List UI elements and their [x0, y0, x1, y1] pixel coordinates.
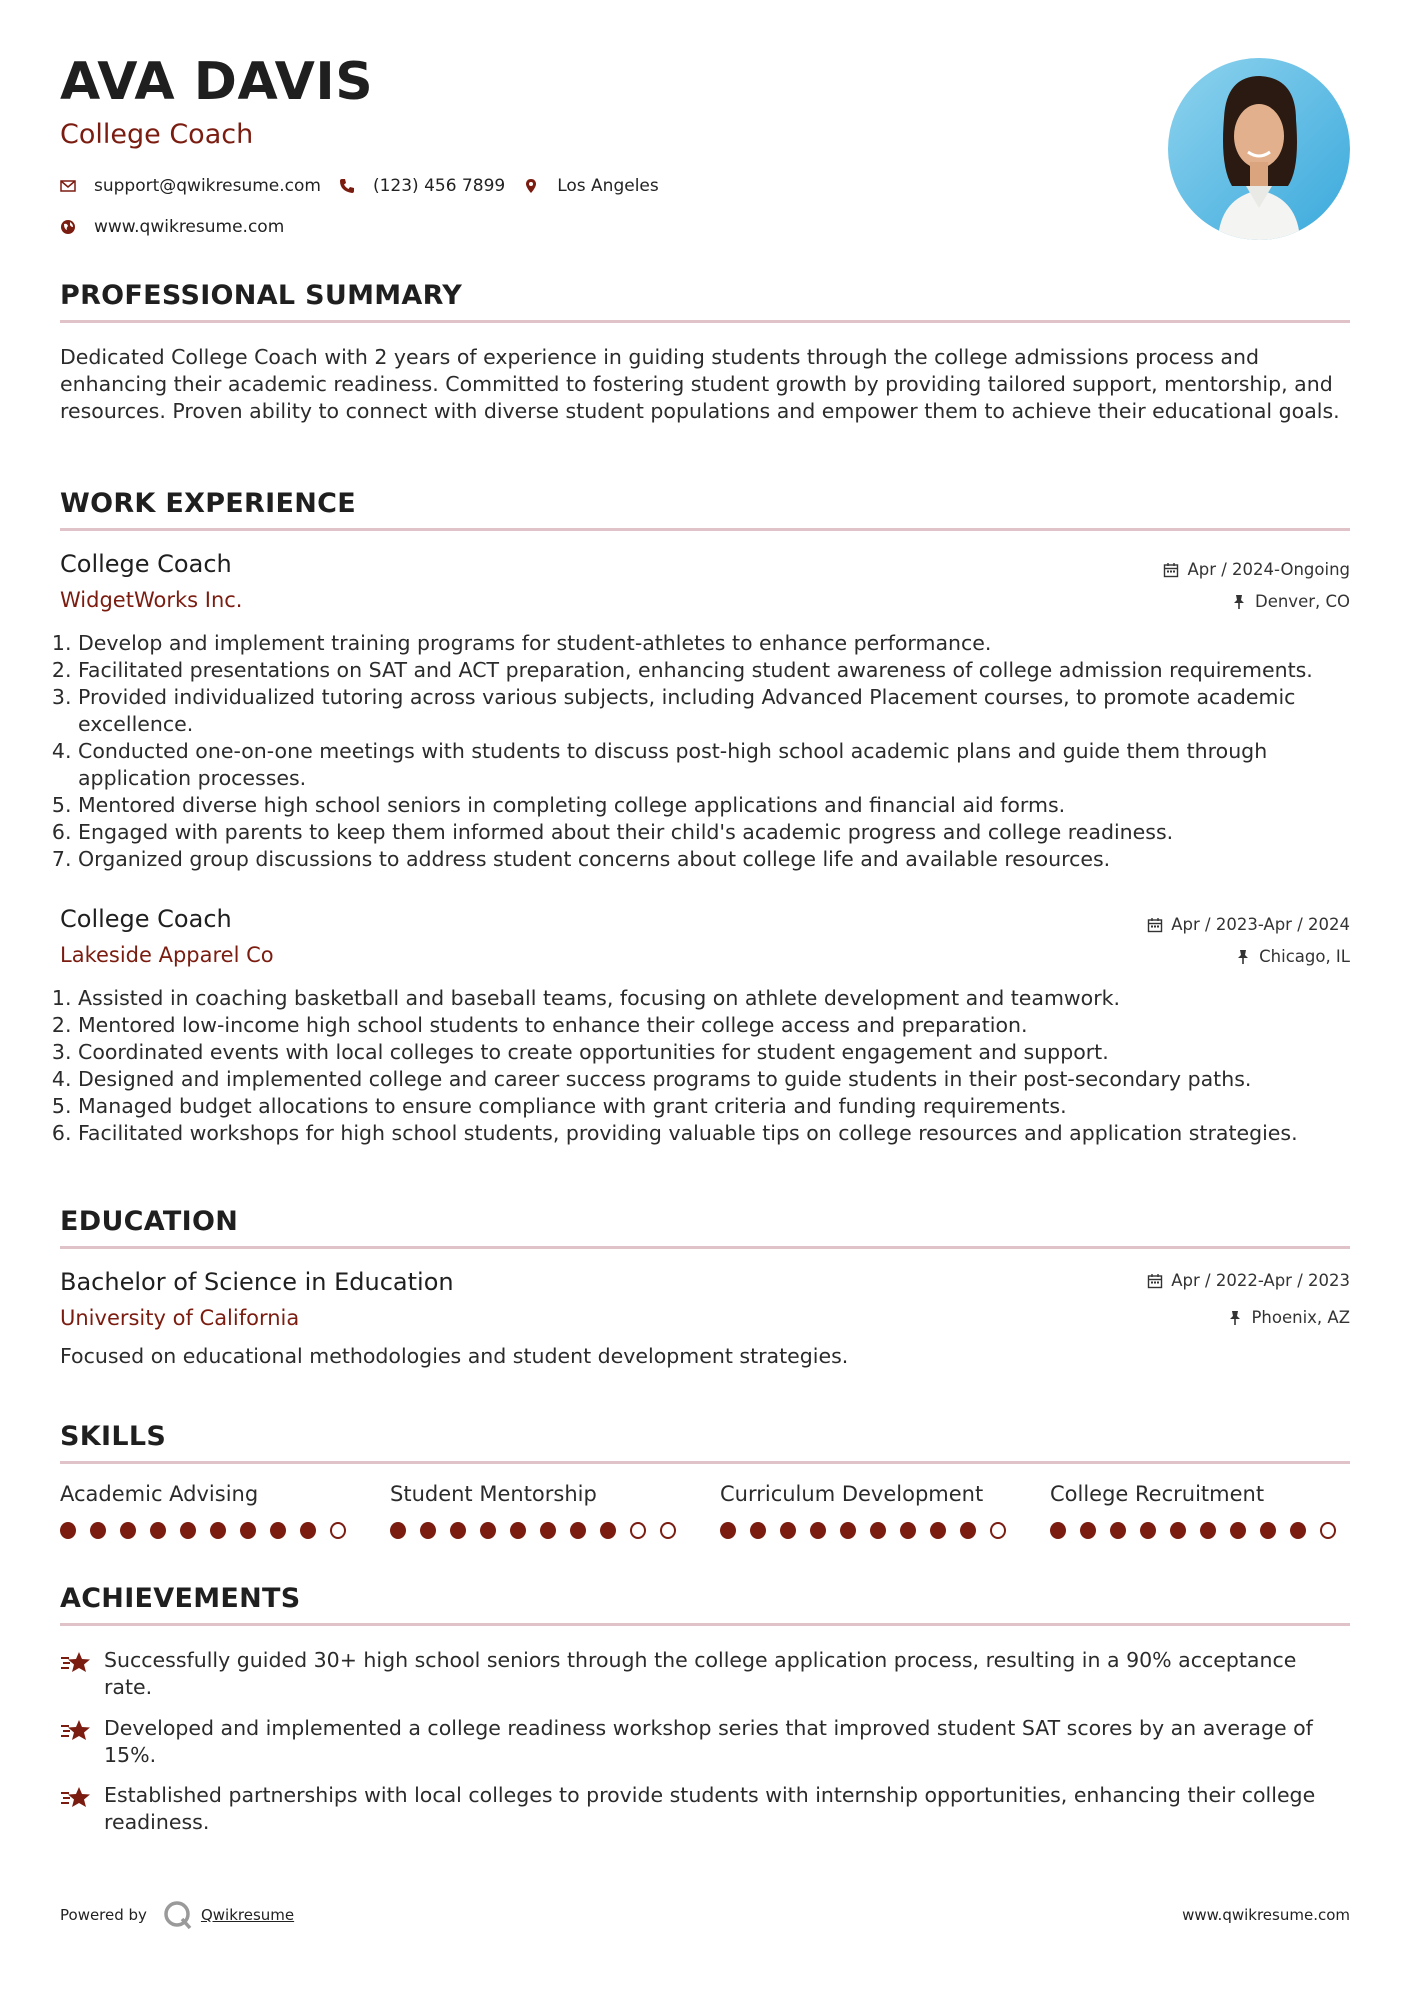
summary-heading: PROFESSIONAL SUMMARY	[60, 280, 463, 311]
globe-icon	[60, 219, 76, 235]
footer-powered-by	[60, 1898, 294, 1932]
rating-dot-empty	[660, 1522, 676, 1539]
rating-dot-filled	[840, 1522, 856, 1539]
job-2-title: College Coach	[60, 905, 232, 933]
rating-dot-filled	[210, 1522, 226, 1539]
achievement-item	[60, 1647, 1350, 1701]
list-item: 6. Engaged with parents to keep them informed about their child's academic progress and college readiness.	[78, 819, 1368, 846]
rating-dot-filled	[90, 1522, 106, 1539]
list-item: 5. Managed budget allocations to ensure compliance with grant criteria and funding requirements.	[78, 1093, 1368, 1120]
education-dates-text: Apr / 2022-Apr / 2023	[1171, 1271, 1350, 1290]
rating-dot-empty	[630, 1522, 646, 1539]
rating-dot-filled	[1230, 1522, 1246, 1539]
rating-dot-filled	[240, 1522, 256, 1539]
calendar-icon	[1163, 562, 1179, 578]
job-2-bullets	[60, 985, 1368, 1147]
rating-dot-filled	[1050, 1522, 1066, 1539]
education-heading: EDUCATION	[60, 1206, 239, 1237]
list-item: 3. Provided individualized tutoring across various subjects, including Advanced Placement courses, to promote academic excellence.	[78, 684, 1368, 738]
rating-dot-filled	[1080, 1522, 1096, 1539]
skill-name: Student Mentorship	[390, 1482, 597, 1506]
website-row	[60, 217, 302, 237]
phone-item[interactable]	[339, 176, 505, 196]
skill-rating	[390, 1522, 690, 1539]
rating-dot-filled	[120, 1522, 136, 1539]
rating-dot-filled	[870, 1522, 886, 1539]
list-item: 6. Facilitated workshops for high school students, providing valuable tips on college resources and application strategies.	[78, 1120, 1368, 1147]
rating-dot-filled	[420, 1522, 436, 1539]
job-1-company: WidgetWorks Inc.	[60, 588, 243, 612]
star-badge-icon	[60, 1784, 94, 1812]
skill-item	[720, 1482, 1020, 1539]
job-1-title: College Coach	[60, 550, 232, 578]
skill-name: Academic Advising	[60, 1482, 259, 1506]
achievement-text: Successfully guided 30+ high school seniors through the college application process, resulting in a 90% acceptance rate.	[104, 1648, 1297, 1699]
rating-dot-filled	[570, 1522, 586, 1539]
achievement-text: Developed and implemented a college readiness workshop series that improved student SAT scores by an average of 15%.	[104, 1716, 1313, 1767]
rating-dot-filled	[780, 1522, 796, 1539]
achievement-item	[60, 1715, 1350, 1769]
list-item: 7. Organized group discussions to address student concerns about college life and available resources.	[78, 846, 1368, 873]
job-1-bullets	[60, 630, 1368, 873]
rating-dot-filled	[960, 1522, 976, 1539]
phone-text: (123) 456 7899	[372, 176, 506, 196]
job-2-location-text: Chicago, IL	[1259, 947, 1350, 966]
experience-heading: WORK EXPERIENCE	[60, 488, 356, 519]
rating-dot-filled	[390, 1522, 406, 1539]
rating-dot-empty	[990, 1522, 1006, 1539]
pushpin-icon	[1235, 949, 1251, 965]
skill-rating	[60, 1522, 360, 1539]
rating-dot-empty	[1320, 1522, 1336, 1539]
envelope-icon	[60, 178, 76, 194]
qwikresume-logo-icon	[161, 1898, 195, 1932]
job-1-location	[1231, 592, 1350, 611]
skill-item	[1050, 1482, 1350, 1539]
experience-divider	[60, 528, 1350, 531]
pushpin-icon	[1231, 594, 1247, 610]
footer-website[interactable]: www.qwikresume.com	[1182, 1906, 1350, 1924]
job-1-dates	[1163, 560, 1350, 579]
achievement-text: Established partnerships with local colleges to provide students with internship opportunities, enhancing their college readiness.	[104, 1783, 1316, 1834]
rating-dot-filled	[1140, 1522, 1156, 1539]
star-badge-icon	[60, 1717, 94, 1745]
achievement-item	[60, 1782, 1350, 1836]
rating-dot-filled	[1110, 1522, 1126, 1539]
rating-dot-filled	[450, 1522, 466, 1539]
rating-dot-filled	[150, 1522, 166, 1539]
website-item[interactable]	[60, 217, 284, 237]
rating-dot-filled	[480, 1522, 496, 1539]
list-item: 4. Conducted one-on-one meetings with students to discuss post-high school academic plans and guide them through application processes.	[78, 738, 1368, 792]
candidate-title: College Coach	[60, 119, 254, 150]
contact-row	[60, 176, 677, 196]
achievements-heading: ACHIEVEMENTS	[60, 1583, 301, 1614]
degree-title: Bachelor of Science in Education	[60, 1268, 454, 1296]
calendar-icon	[1147, 1273, 1163, 1289]
list-item: 2. Mentored low-income high school students to enhance their college access and preparation.	[78, 1012, 1368, 1039]
job-2-dates-text: Apr / 2023-Apr / 2024	[1171, 915, 1350, 934]
skills-divider	[60, 1461, 1350, 1464]
skill-item	[390, 1482, 690, 1539]
rating-dot-filled	[810, 1522, 826, 1539]
school-name: University of California	[60, 1306, 300, 1330]
website-text: www.qwikresume.com	[94, 217, 285, 237]
phone-icon	[339, 178, 355, 194]
skills-heading: SKILLS	[60, 1421, 167, 1452]
brand-link[interactable]: Qwikresume	[200, 1906, 295, 1924]
list-item: 2. Facilitated presentations on SAT and ACT preparation, enhancing student awareness of college admission requirements.	[78, 657, 1368, 684]
education-divider	[60, 1246, 1350, 1249]
education-location-text: Phoenix, AZ	[1251, 1308, 1350, 1327]
list-item: 3. Coordinated events with local colleges to create opportunities for student engagement and support.	[78, 1039, 1368, 1066]
location-text: Los Angeles	[557, 176, 659, 196]
map-pin-icon	[523, 178, 539, 194]
rating-dot-filled	[750, 1522, 766, 1539]
achievements-divider	[60, 1623, 1350, 1626]
location-item	[523, 176, 659, 196]
rating-dot-filled	[900, 1522, 916, 1539]
summary-text: Dedicated College Coach with 2 years of experience in guiding students through the college admissions process and enhancing their academic readiness. Committed to fostering student growth by providing tailored support, mentorship, and resources. Proven ability to connect with diverse student populations and empower them to achieve their educational goals.	[60, 345, 1340, 423]
skill-name: Curriculum Development	[720, 1482, 984, 1506]
rating-dot-filled	[1170, 1522, 1186, 1539]
email-text: support@qwikresume.com	[94, 176, 321, 196]
education-location	[1227, 1308, 1350, 1327]
star-badge-icon	[60, 1649, 94, 1677]
skill-name: College Recruitment	[1050, 1482, 1265, 1506]
rating-dot-filled	[300, 1522, 316, 1539]
rating-dot-filled	[270, 1522, 286, 1539]
job-2-dates	[1147, 915, 1350, 934]
education-dates	[1147, 1271, 1350, 1290]
resume-page	[60, 0, 1350, 1990]
rating-dot-filled	[600, 1522, 616, 1539]
rating-dot-filled	[1200, 1522, 1216, 1539]
list-item: 1. Assisted in coaching basketball and baseball teams, focusing on athlete development and teamwork.	[78, 985, 1368, 1012]
powered-by-label: Powered by	[60, 1906, 147, 1924]
list-item: 1. Develop and implement training programs for student-athletes to enhance performance.	[78, 630, 1368, 657]
calendar-icon	[1147, 917, 1163, 933]
skill-rating	[1050, 1522, 1350, 1539]
rating-dot-filled	[1290, 1522, 1306, 1539]
job-1-dates-text: Apr / 2024-Ongoing	[1187, 560, 1350, 579]
list-item: 5. Mentored diverse high school seniors in completing college applications and financial aid forms.	[78, 792, 1368, 819]
list-item: 4. Designed and implemented college and career success programs to guide students in their post-secondary paths.	[78, 1066, 1368, 1093]
rating-dot-filled	[540, 1522, 556, 1539]
email-item[interactable]	[60, 176, 321, 196]
job-2-company: Lakeside Apparel Co	[60, 943, 274, 967]
summary-divider	[60, 320, 1350, 323]
rating-dot-empty	[330, 1522, 346, 1539]
job-1-location-text: Denver, CO	[1254, 592, 1350, 611]
candidate-name: AVA DAVIS	[60, 52, 374, 112]
education-description: Focused on educational methodologies and student development strategies.	[60, 1344, 849, 1368]
skill-rating	[720, 1522, 1020, 1539]
rating-dot-filled	[720, 1522, 736, 1539]
rating-dot-filled	[60, 1522, 76, 1539]
rating-dot-filled	[180, 1522, 196, 1539]
profile-photo	[1168, 58, 1350, 240]
pushpin-icon	[1227, 1310, 1243, 1326]
job-2-location	[1235, 947, 1350, 966]
rating-dot-filled	[1260, 1522, 1276, 1539]
skill-item	[60, 1482, 360, 1539]
rating-dot-filled	[930, 1522, 946, 1539]
rating-dot-filled	[510, 1522, 526, 1539]
